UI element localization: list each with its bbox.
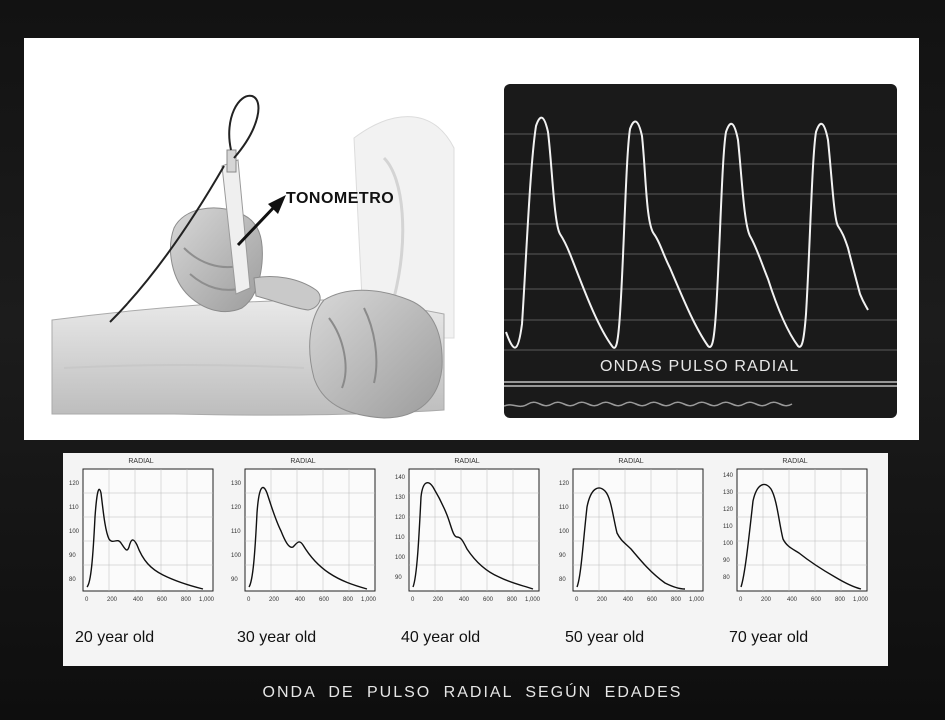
y-tick: 140 [395, 475, 406, 481]
y-tick: 120 [559, 481, 570, 487]
top-panel [24, 38, 919, 440]
x-tick: 0 [411, 597, 415, 603]
y-tick: 100 [231, 553, 242, 559]
radial-waveform-plot [391, 457, 543, 617]
x-tick: 400 [623, 597, 634, 603]
y-tick: 140 [723, 473, 734, 479]
y-tick: 90 [395, 575, 402, 581]
y-tick: 120 [395, 515, 406, 521]
x-tick: 1,000 [689, 597, 705, 603]
x-tick: 200 [107, 597, 118, 603]
x-tick: 800 [835, 597, 846, 603]
x-tick: 1,000 [199, 597, 215, 603]
x-tick: 0 [247, 597, 251, 603]
x-tick: 200 [269, 597, 280, 603]
age-label: 50 year old [565, 629, 645, 646]
age-label: 30 year old [237, 629, 317, 646]
monitor-label: ONDAS PULSO RADIAL [600, 358, 800, 375]
y-tick: 90 [231, 577, 238, 583]
age-comparison-panel [63, 453, 888, 666]
age-plot-30 [227, 457, 379, 646]
footer-caption: ONDA DE PULSO RADIAL SEGÚN EDADES [262, 684, 683, 701]
y-tick: 80 [69, 577, 76, 583]
x-tick: 200 [433, 597, 444, 603]
x-tick: 1,000 [853, 597, 869, 603]
age-plot-20 [65, 457, 217, 646]
y-tick: 100 [69, 529, 80, 535]
age-label: 20 year old [75, 629, 155, 646]
age-plot-40 [391, 457, 543, 646]
y-tick: 90 [69, 553, 76, 559]
radial-waveform-plot [65, 457, 217, 617]
y-tick: 120 [231, 505, 242, 511]
x-tick: 400 [459, 597, 470, 603]
y-tick: 130 [231, 481, 242, 487]
y-tick: 100 [395, 555, 406, 561]
plot-title: RADIAL [782, 458, 808, 465]
y-tick: 110 [723, 524, 733, 530]
x-tick: 600 [157, 597, 168, 603]
y-tick: 110 [559, 505, 569, 511]
tonometer-photo [24, 38, 469, 440]
age-plot-50 [555, 457, 707, 646]
age-label: 40 year old [401, 629, 481, 646]
x-tick: 200 [597, 597, 608, 603]
x-tick: 1,000 [361, 597, 377, 603]
x-tick: 600 [647, 597, 658, 603]
radial-waveform-plot [719, 457, 871, 617]
y-tick: 120 [723, 507, 734, 513]
y-tick: 80 [559, 577, 566, 583]
plot-title: RADIAL [618, 458, 644, 465]
x-tick: 600 [319, 597, 330, 603]
y-tick: 130 [395, 495, 406, 501]
y-tick: 100 [559, 529, 570, 535]
x-tick: 600 [811, 597, 822, 603]
y-tick: 90 [559, 553, 566, 559]
y-tick: 100 [723, 541, 734, 547]
tonometer-label: TONOMETRO [286, 190, 395, 207]
x-tick: 400 [787, 597, 798, 603]
plot-title: RADIAL [128, 458, 154, 465]
x-tick: 800 [343, 597, 354, 603]
x-tick: 800 [507, 597, 518, 603]
y-tick: 80 [723, 575, 730, 581]
y-tick: 110 [69, 505, 79, 511]
x-tick: 600 [483, 597, 494, 603]
plot-title: RADIAL [290, 458, 316, 465]
y-tick: 120 [69, 481, 80, 487]
age-label: 70 year old [729, 629, 809, 646]
x-tick: 800 [181, 597, 192, 603]
x-tick: 200 [761, 597, 772, 603]
x-tick: 0 [85, 597, 89, 603]
x-tick: 400 [133, 597, 144, 603]
y-tick: 110 [395, 535, 405, 541]
radial-waveform-plot [555, 457, 707, 617]
pulse-monitor [504, 84, 897, 418]
x-tick: 0 [575, 597, 579, 603]
age-plot-70 [719, 457, 871, 646]
y-tick: 90 [723, 558, 730, 564]
y-tick: 110 [231, 529, 241, 535]
x-tick: 0 [739, 597, 743, 603]
radial-waveform-plot [227, 457, 379, 617]
x-tick: 400 [295, 597, 306, 603]
x-tick: 1,000 [525, 597, 541, 603]
y-tick: 130 [723, 490, 734, 496]
x-tick: 800 [671, 597, 682, 603]
plot-title: RADIAL [454, 458, 480, 465]
